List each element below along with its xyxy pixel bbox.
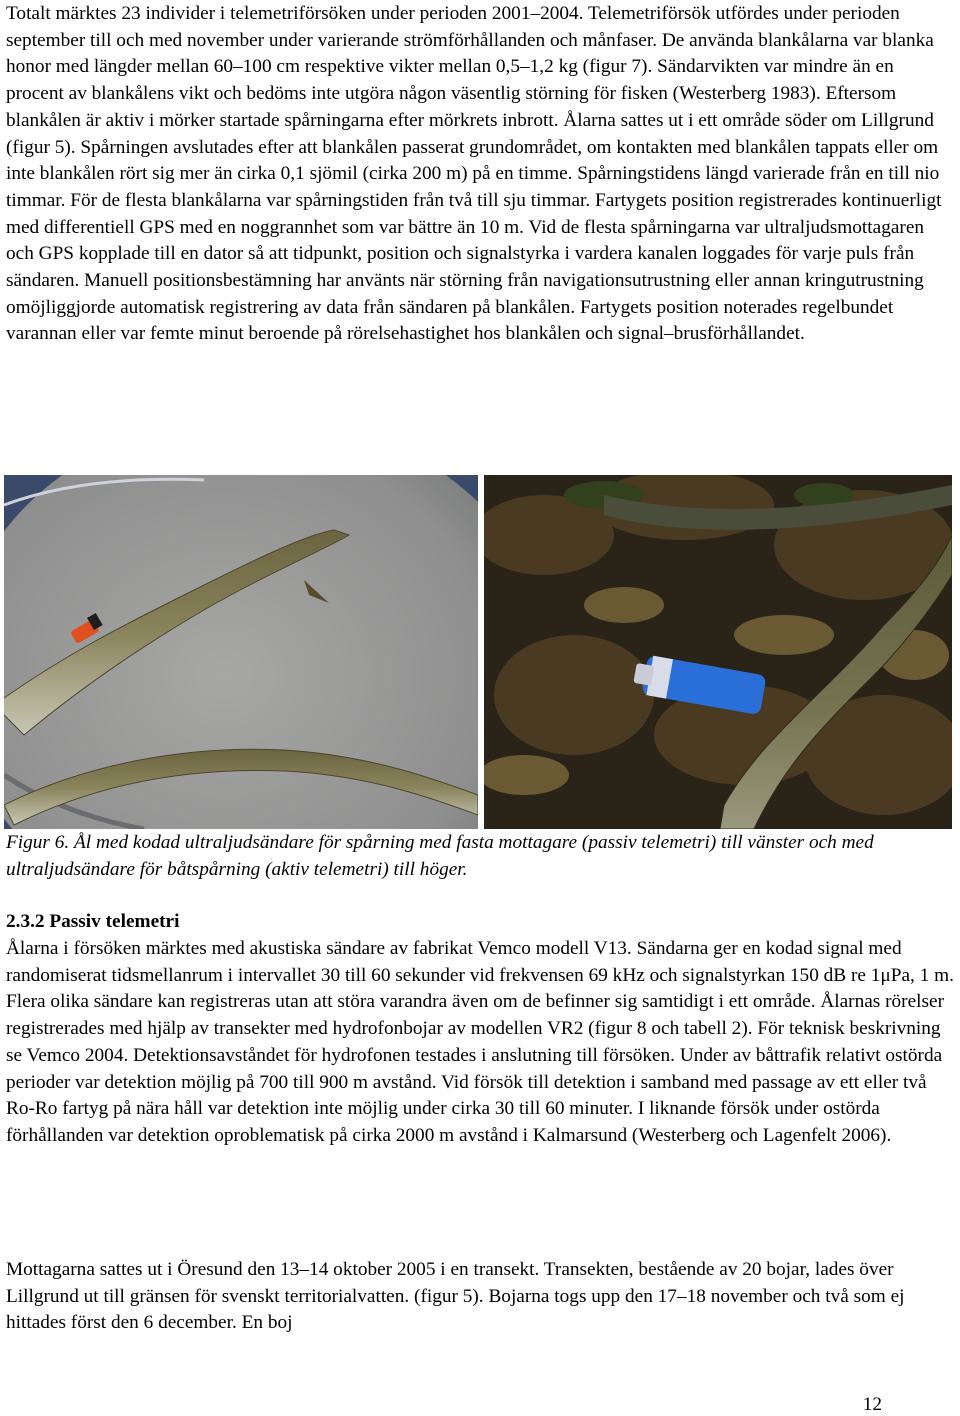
body-paragraph-3: [6, 1257, 954, 1337]
eel-on-seaweed-photo: [484, 475, 952, 829]
paragraph-text: Totalt märktes 23 individer i telemetriförsöken under perioden 2001–2004. Telemetriförsök utfördes under perioden september till och med november under varierande strömförhållanden och månfaser. De använda blankålarna var blanka honor med längder mellan 60–100 cm respektive vikter mellan 0,5–1,2 kg (figur 7). Sändarvikten var mindre än en procent av blankålens vikt och bedöms inte utgöra någon väsentlig störning för fisken (Westerberg 1983). Eftersom blankålen är aktiv i mörker startade spårningarna efter mörkrets inbrott. Ålarna sattes ut i ett område söder om Lillgrund (figur 5). Spårningen avslutades efter att blankålen passerat grundområdet, om kontakten med blankålen tappats eller om inte blankålen rört sig mer än cirka 0,1 sjömil (cirka 200 m) på en timme. Spårningstidens längd varierade från en till nio timmar. För de flesta blankålarna var spårningstiden från två till sju timmar. Fartygets position registrerades kontinuerligt med differentiell GPS med en noggrannhet som var bättre än 10 m. Vid de flesta spårningarna var ultraljudsmottagaren och GPS kopplade till en dator så att tidpunkt, position och signalstyrka i vardera kanalen loggades för varje puls från sändaren. Manuell positionsbestämning har använts när störning från navigationsutrustning eller annan kringutrustning omöjliggjorde automatisk registrering av data från sändaren på blankålen. Fartygets position noterades regelbundet varannan eller var femte minut beroende på rörelsehastighet hos blankålen och signal–brusförhållandet.: [6, 3, 942, 345]
body-paragraph-2: [6, 936, 954, 1150]
figure-6: [4, 475, 952, 829]
paragraph-text: Ålarna i försöken märktes med akustiska sändare av fabrikat Vemco modell V13. Sändarna ger en kodad signal med randomiserat tidsmellanrum i intervallet 30 till 60 sekunder vid frekvensen 69 kHz och signalstyrkan 150 dB re 1μPa, 1 m. Flera olika sändare kan registreras utan att störa varandra även om de befinner sig samtidigt i ett område. Ålarnas rörelser registrerades med hjälp av transekter med hydrofonbojar av modellen VR2 (figur 8 och tabell 2). För teknisk beskrivning se Vemco 2004. Detektionsavståndet för hydrofonen testades i anslutning till försöken. Under av båttrafik relativt ostörda perioder var detektion möjlig på 700 till 900 m avstånd. Vid försök till detektion i samband med passage av ett eller två Ro-Ro fartyg på nära håll var detektion inte möjlig under cirka 30 till 60 minuter. I liknande försök under ostörda förhållanden var detektion oproblematisk på cirka 2000 m avstånd i Kalmarsund (Westerberg och Lagenfelt 2006).: [6, 938, 954, 1146]
page-number: 12: [862, 1394, 882, 1415]
section-heading: 2.3.2 Passiv telemetri: [6, 911, 180, 932]
eel-in-tank-photo: [4, 475, 478, 829]
figure-caption: Figur 6. Ål med kodad ultraljudsändare för spårning med fasta mottagare (passiv telemetri) till vänster och med ultraljudsändare för båtspårning (aktiv telemetri) till höger.: [6, 832, 874, 880]
paragraph-text: Mottagarna sattes ut i Öresund den 13–14 oktober 2005 i en transekt. Transekten, bestående av 20 bojar, lades över Lillgrund ut till gränsen för svenskt territorialvatten. (figur 5). Bojarna togs upp den 17–18 november och två som ej hittades först den 6 december. En boj: [6, 1259, 905, 1334]
body-paragraph-1: [6, 1, 954, 348]
